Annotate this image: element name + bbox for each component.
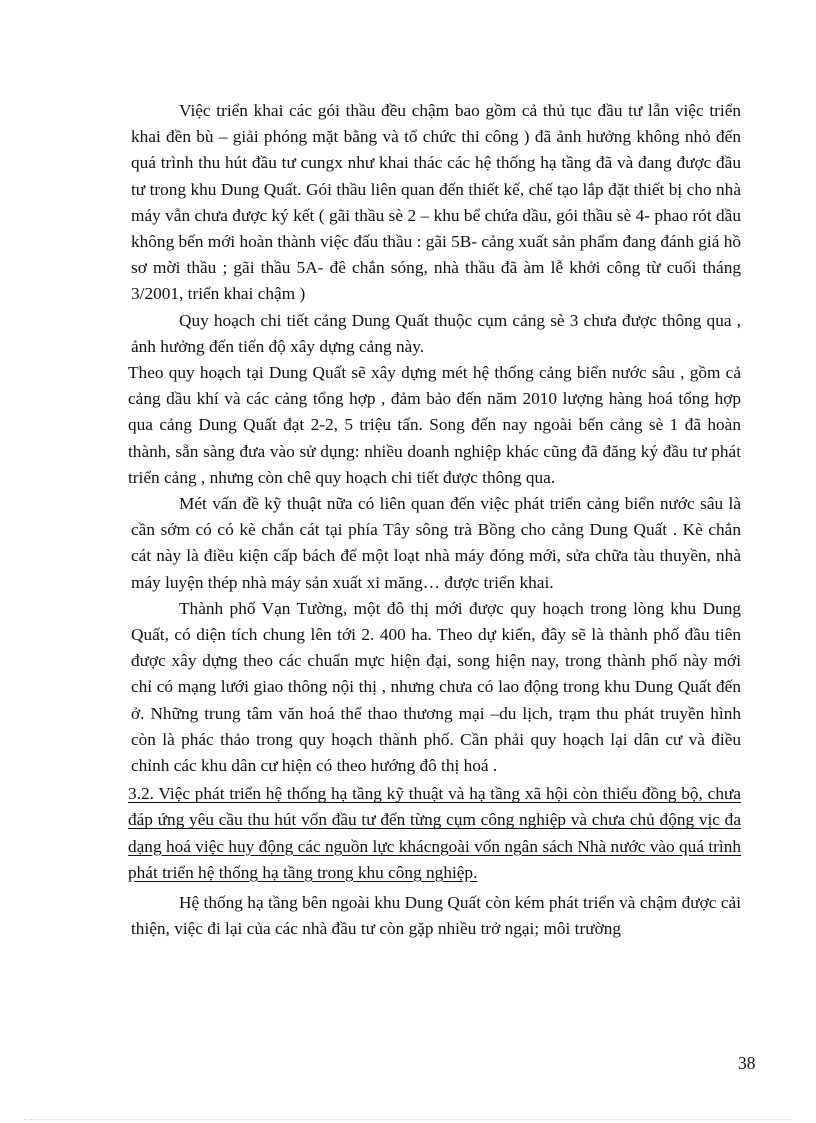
paragraph-deep-sea-port: Theo quy hoạch tại Dung Quất sẽ xây dựng mét hệ thống cảng biển nước sâu , gồm cả cảng dầu khí và các cảng tổng hợp , đảm bảo đến năm 2010 lượng hàng hoá tổng hợp qua cảng Dung Quất đạt 2-2, 5 triệu tấn. Song đến nay ngoài bến cảng sè 1 đã hoàn thành, sẵn sàng đưa vào sử dụng: nhiều doanh nghiệp khác cũng đã đăng ký đầu tư phát triển cảng , nhưng còn chê quy hoạch chi tiết được thông qua. bbox=[128, 363, 741, 487]
footer-divider bbox=[24, 1119, 792, 1120]
paragraph-bidding-delays: Việc triển khai các gói thầu đều chậm bao gồm cả thủ tục đầu tư lẫn việc triển khai đền bù – giải phóng mặt bằng và tổ chức thi công ) đã ảnh hưởng không nhỏ đến quá trình thu hút đầu tư cungx như khai thác các hệ thống hạ tầng đã và đang được đầu tư trong khu Dung Quất. Gói thầu liên quan đến thiết kế, chế tạo lắp đặt thiết bị cho nhà máy vẫn chưa được ký kết ( gãi thầu sè 2 – khu bể chứa dầu, gói thầu sè 4- phao rót dầu không bến mới hoàn thành việc đấu thầu : gãi 5B- cảng xuất sản phẩm đang đánh giá hồ sơ mời thầu ; gãi thầu 5A- đê chắn sóng, nhà thầu đã àm lễ khởi công từ cuối tháng 3/2001, triển khai chậm ) bbox=[131, 101, 741, 304]
paragraph-sand-barrier: Mét vấn đề kỹ thuật nữa có liên quan đến việc phát triển cảng biển nước sâu là cần sớm có có kè chắn cát tại phía Tây sông trà Bồng cho cảng Dung Quất . Kè chắn cát này là điều kiện cấp bách để một loạt nhà máy đóng mới, sửa chữa tàu thuyền, nhà máy luyện thép nhà máy sản xuất xi măng… được triển khai. bbox=[131, 494, 741, 592]
page-body bbox=[128, 98, 741, 943]
paragraph-van-tuong-city: Thành phố Vạn Tường, một đô thị mới được quy hoạch trong lòng khu Dung Quất, có diện tích chung lên tới 2. 400 ha. Theo dự kiến, đây sẽ là thành phố đầu tiên được xây dựng theo các chuẩn mực hiện đại, song hiện nay, trong thành phố này mới chỉ có mạng lưới giao thông nội thị , nhưng chưa có lao động trong khu Dung Quất đến ở. Những trung tâm văn hoá thể thao thương mại –du lịch, trạm thu phát truyền hình còn là phác thảo trong quy hoạch thành phố. Cần phải quy hoạch lại dân cư và điều chỉnh các khu dân cư hiện có theo hướng đô thị hoá . bbox=[131, 598, 741, 776]
paragraph-port-planning: Quy hoạch chi tiết cảng Dung Quất thuộc cụm cảng sè 3 chưa được thông qua , ảnh hưởng đến tiến độ xây dựng cảng này. bbox=[131, 310, 741, 356]
section-heading-3-2: 3.2. Việc phát triển hệ thống hạ tầng kỹ thuật và hạ tầng xã hội còn thiếu đồng bộ, chưa đáp ứng yêu cầu thu hút vốn đầu tư đến từng cụm công nghiệp và chưa chủ động vịc đa dạng hoá việc huy động các nguồn lực khácngoài vốn ngân sách Nhà nước vào quá trình phát triển hệ thống hạ tầng trong khu công nghiệp. bbox=[128, 784, 741, 882]
page-number: 38 bbox=[738, 1053, 756, 1073]
paragraph-external-infrastructure: Hệ thống hạ tầng bên ngoài khu Dung Quất còn kém phát triển và chậm được cải thiện, việc đi lại của các nhà đầu tư còn gặp nhiều trở ngại; môi trường bbox=[131, 893, 741, 939]
